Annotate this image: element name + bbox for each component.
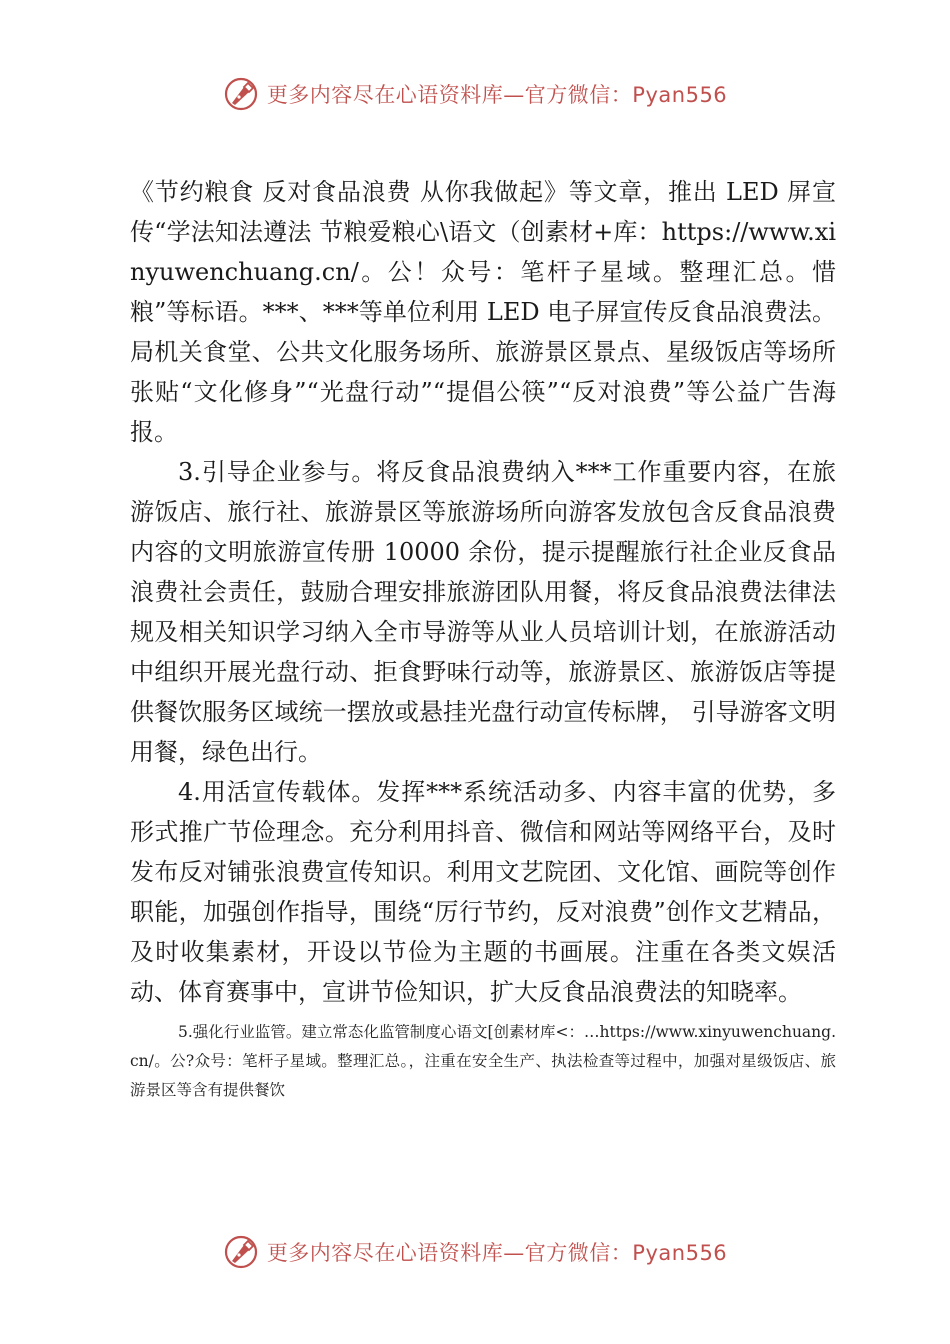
paragraph-item-3: 3.引导企业参与。将反食品浪费纳入***工作重要内容，在旅游饭店、旅行社、旅游景区等旅游场所向游客发放包含反食品浪费内容的文明旅游宣传册 10000 余份，提示提醒旅行社企业反食品浪费社会责任，鼓励合理安排旅游团队用餐，将反食品浪费法律法规及相关知识学习纳入全市导游等从业人员培训计划，在旅游活动中组织开展光盘行动、拒食野味行动等，旅游景区、旅游饭店等提供餐饮服务区域统一摆放或悬挂光盘行动宣传标牌， 引导游客文明用餐，绿色出行。 — [130, 458, 836, 766]
pen-nib-logo-icon — [223, 76, 259, 112]
paragraph-item-5: 5.强化行业监管。建立常态化监管制度心语文[创素材库<：…https://www.xinyuwenchuang.cn/。公?众号：笔杆子星域。整理汇总。，注重在安全生产、执法检查等过程中，加强对星级饭店、旅游景区等含有提供餐饮 — [130, 1023, 836, 1099]
watermark-text: 更多内容尽在心语资料库—官方微信：Pyan556 — [266, 1241, 728, 1265]
watermark-text: 更多内容尽在心语资料库—官方微信：Pyan556 — [266, 83, 728, 107]
paragraph-item-4: 4.用活宣传载体。发挥***系统活动多、内容丰富的优势，多形式推广节俭理念。充分利用抖音、微信和网站等网络平台，及时发布反对铺张浪费宣传知识。利用文艺院团、文化馆、画院等创作职能，加强创作指导，围绕“厉行节约，反对浪费”创作文艺精品，及时收集素材，开设以节俭为主题的书画展。注重在各类文娱活动、体育赛事中，宣讲节俭知识，扩大反食品浪费法的知晓率。 — [130, 778, 836, 1006]
header-watermark — [0, 72, 950, 116]
document-body — [130, 172, 836, 1105]
footer-watermark — [0, 1230, 950, 1274]
pen-nib-logo-icon — [223, 1234, 259, 1270]
paragraph-continued: 《节约粮食 反对食品浪费 从你我做起》等文章，推出 LED 屏宣传“学法知法遵法 节粮爱粮心\语文（创素材+库：https://www.xinyuwenchuang.cn/。公！众号：笔杆子星域。整理汇总。惜粮”等标语。***、***等单位利用 LED 电子屏宣传反食品浪费法。局机关食堂、公共文化服务场所、旅游景区景点、星级饭店等场所张贴“文化修身”“光盘行动”“提倡公筷”“反对浪费”等公益广告海报。 — [130, 178, 836, 446]
